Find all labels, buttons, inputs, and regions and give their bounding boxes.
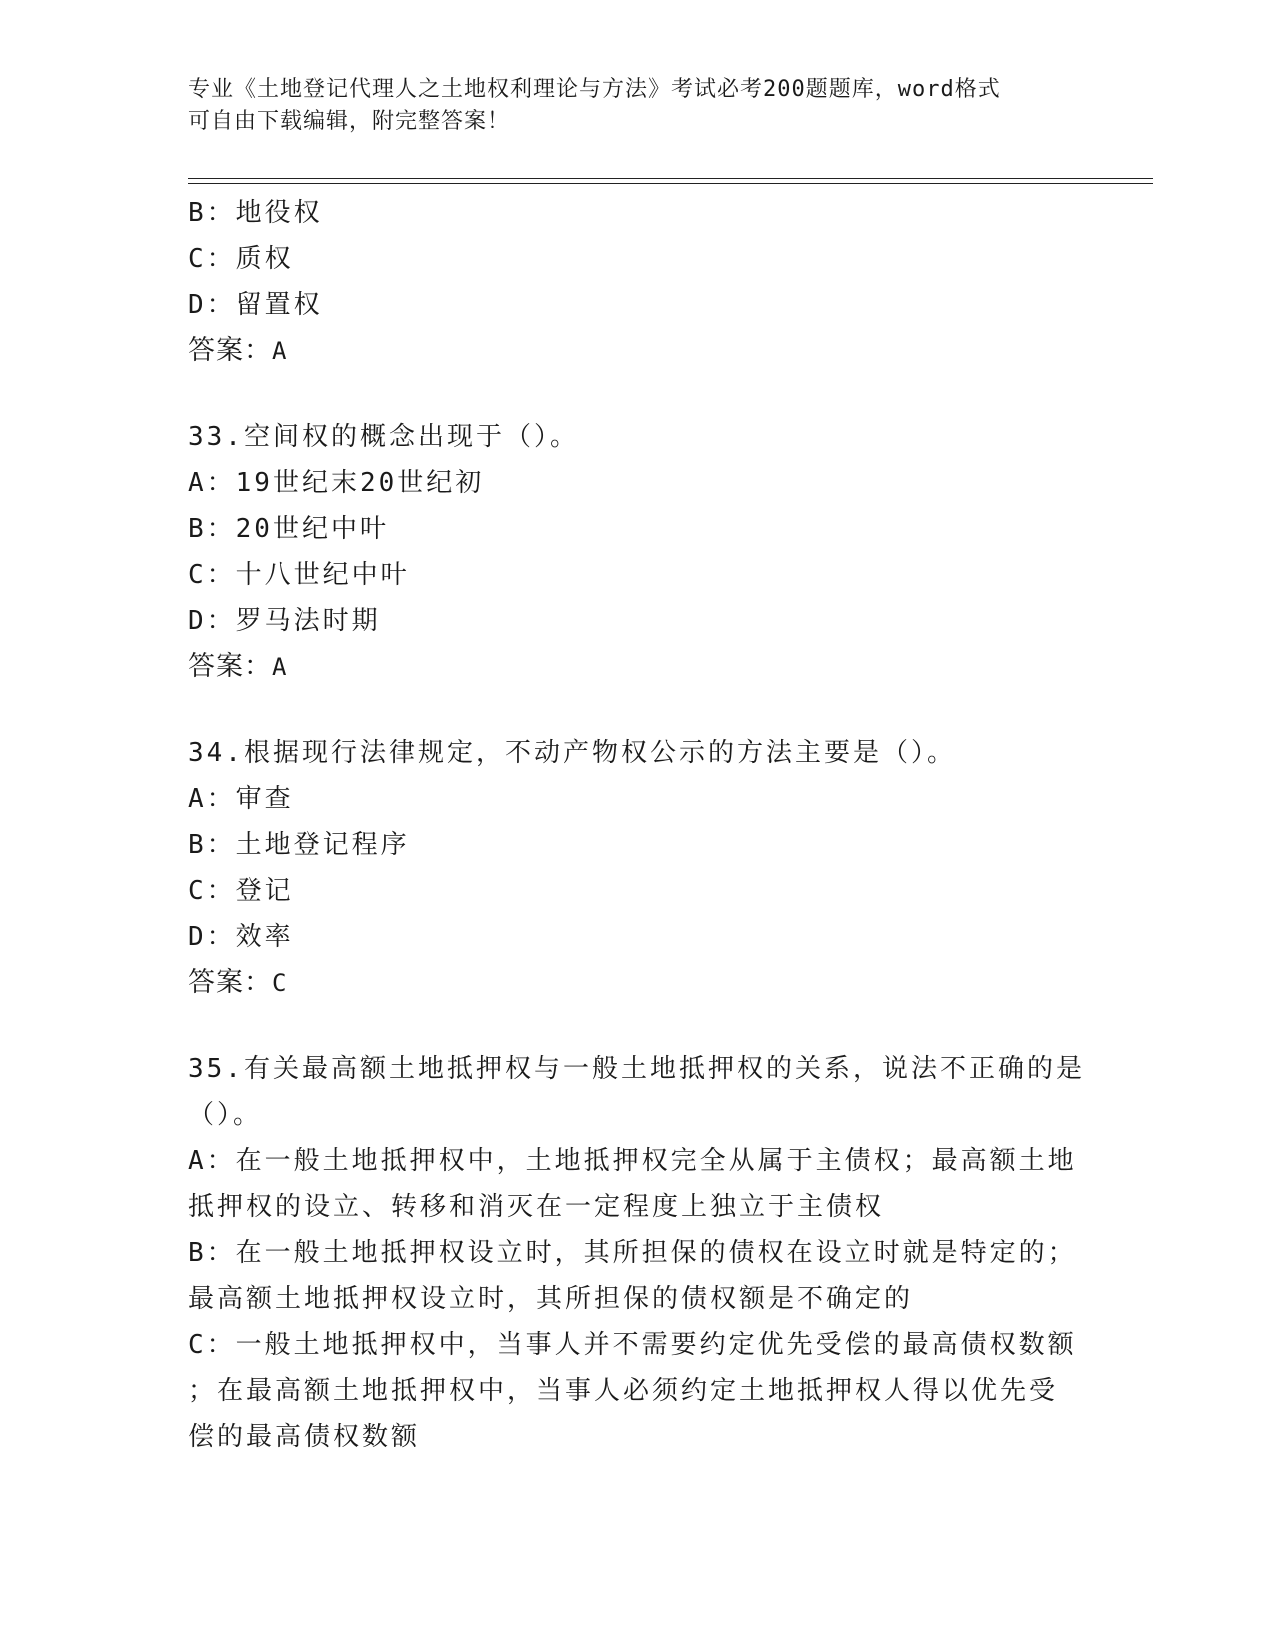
option-a: A：在一般土地抵押权中，土地抵押权完全从属于主债权；最高额土地 — [188, 1146, 1077, 1176]
option-c: C：登记 — [188, 876, 294, 906]
option-b: B：土地登记程序 — [188, 830, 410, 860]
question-stem: 34.根据现行法律规定，不动产物权公示的方法主要是（）。 — [188, 738, 956, 768]
option-b: B：在一般土地抵押权设立时，其所担保的债权在设立时就是特定的； — [188, 1238, 1077, 1268]
prev-question — [188, 190, 1068, 374]
option-b: B：地役权 — [188, 198, 323, 228]
question-34 — [188, 730, 1068, 1006]
question-list — [188, 190, 1085, 1460]
option-c: C：十八世纪中叶 — [188, 560, 410, 590]
answer-line: 答案：A — [188, 335, 288, 366]
option-a-continued: 抵押权的设立、转移和消灭在一定程度上独立于主债权 — [188, 1192, 885, 1222]
option-c: C：一般土地抵押权中，当事人并不需要约定优先受偿的最高债权数额 — [188, 1330, 1077, 1360]
question-stem-line-1: 35.有关最高额土地抵押权与一般土地抵押权的关系，说法不正确的是 — [188, 1054, 1085, 1084]
question-33 — [188, 414, 1068, 690]
document-header — [188, 74, 1068, 138]
answer-line: 答案：A — [188, 651, 288, 682]
question-stem: 33.空间权的概念出现于（）。 — [188, 422, 579, 452]
option-d: D：留置权 — [188, 290, 323, 320]
option-a: A：审查 — [188, 784, 294, 814]
option-b-continued: 最高额土地抵押权设立时，其所担保的债权额是不确定的 — [188, 1284, 914, 1314]
option-a: A：19世纪末20世纪初 — [188, 468, 485, 498]
answer-line: 答案：C — [188, 967, 288, 998]
header-divider-bottom — [188, 183, 1153, 184]
option-c-continued: ；在最高额土地抵押权中，当事人必须约定土地抵押权人得以优先受 — [188, 1376, 1059, 1406]
option-d: D：罗马法时期 — [188, 606, 381, 636]
option-c-continued-2: 偿的最高债权数额 — [188, 1422, 421, 1452]
question-35 — [188, 1046, 1085, 1460]
header-line-1: 专业《土地登记代理人之土地权利理论与方法》考试必考200题题库，word格式 — [188, 77, 1001, 102]
option-c: C：质权 — [188, 244, 294, 274]
option-d: D：效率 — [188, 922, 294, 952]
header-line-2: 可自由下载编辑，附完整答案！ — [188, 109, 511, 134]
header-divider-top — [188, 178, 1153, 179]
option-b: B：20世纪中叶 — [188, 514, 389, 544]
question-stem-line-2: （）。 — [188, 1100, 263, 1130]
